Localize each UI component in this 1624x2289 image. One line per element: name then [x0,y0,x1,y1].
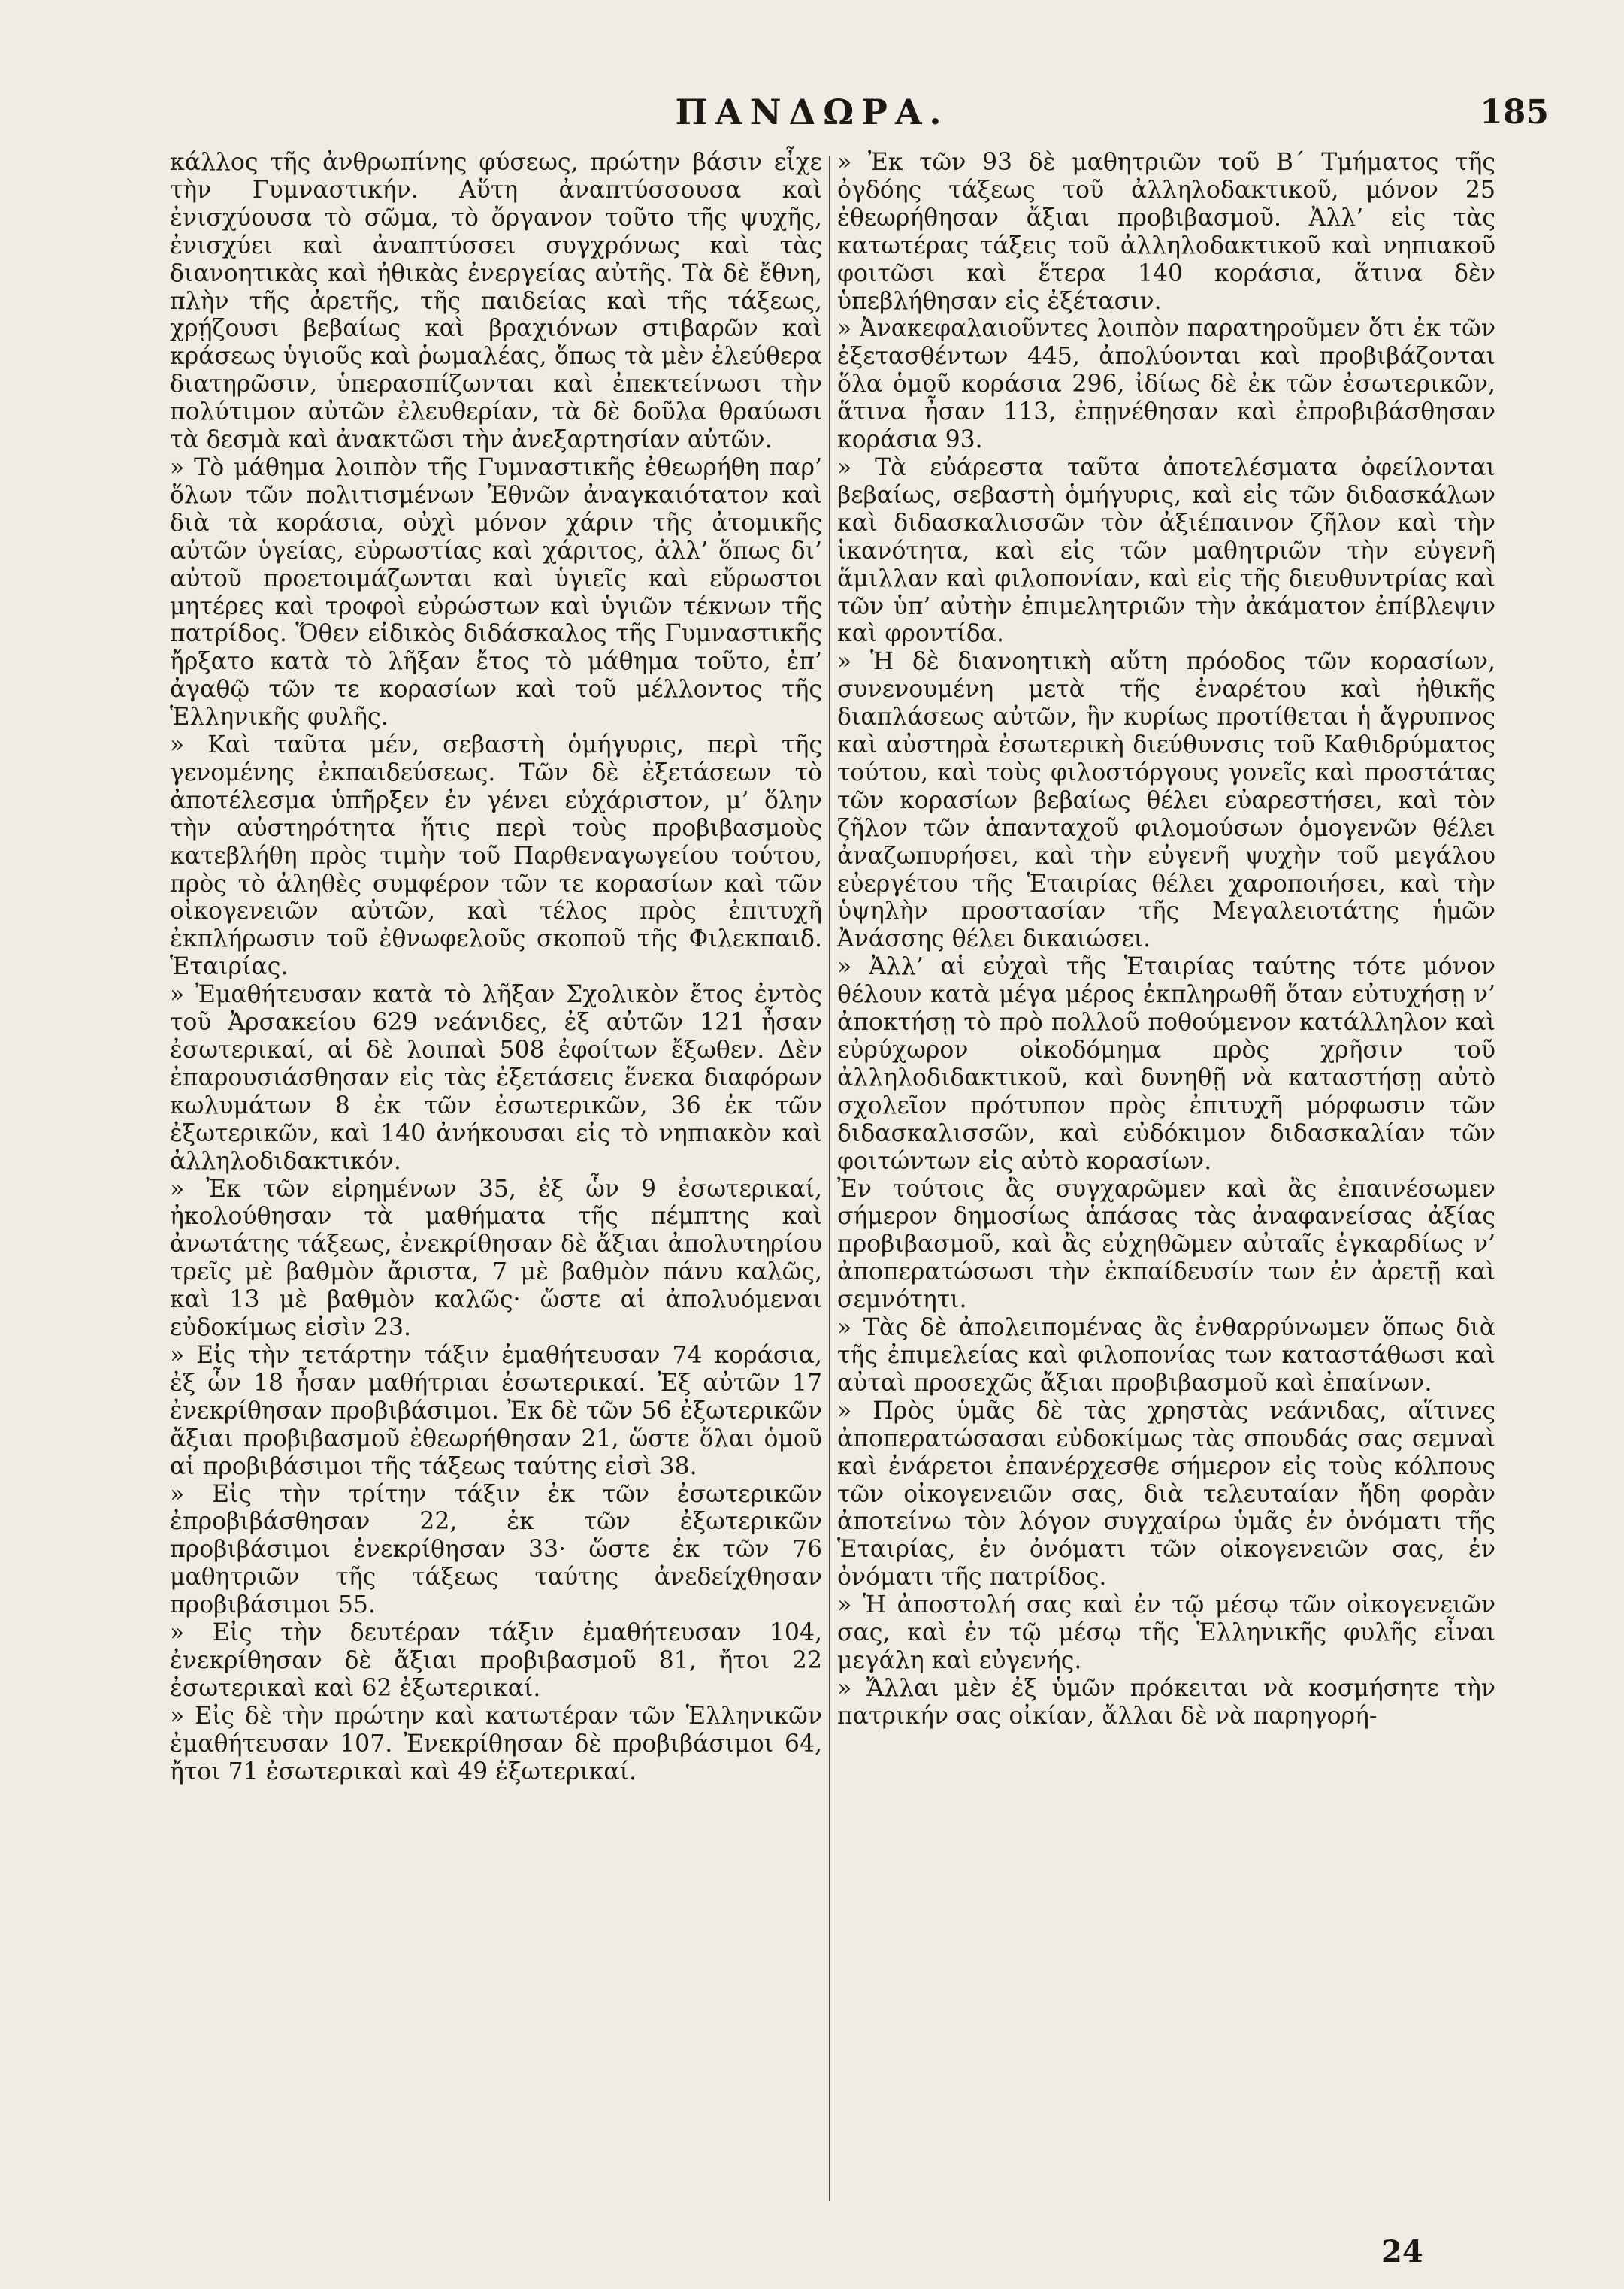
paragraph: Ἐν τούτοις ἂς συγχαρῶμεν καὶ ἂς ἐπαινέσωμεν σήμερον δημοσίως ἁπάσας τὰς ἀναφανείσας ἀξίας προβιβασμοῦ, καὶ ἂς εὐχηθῶμεν αὐταῖς ἐγκαρδίως ν’ ἀποπερατώσωσι τὴν ἐκπαίδευσίν των ἐν ἀρετῇ καὶ σεμνότητι. [837,1175,1495,1314]
paragraph: » Ἐμαθήτευσαν κατὰ τὸ λῆξαν Σχολικὸν ἔτος ἐντὸς τοῦ Ἀρσακείου 629 νεάνιδες, ἐξ αὐτῶν 121 ἦσαν ἐσωτερικαί, αἱ δὲ λοιπαὶ 508 ἐφοίτων ἔξωθεν. Δὲν ἐπαρουσιάσθησαν εἰς τὰς ἐξετάσεις ἕνεκα διαφόρων κωλυμάτων 8 ἐκ τῶν ἐσωτερικῶν, 36 ἐκ τῶν ἐξωτερικῶν, καὶ 140 ἀνήκουσαι εἰς τὸ νηπιακὸν καὶ ἀλληλοδιδακτικόν. [170,981,822,1175]
paragraph: » Ἀλλ’ αἱ εὐχαὶ τῆς Ἑταιρίας ταύτης τότε μόνον θέλουν κατὰ μέγα μέρος ἐκπληρωθῆ ὅταν εὐτυχήσῃ ν’ ἀποκτήσῃ τὸ πρὸ πολλοῦ ποθούμενον κατάλληλον καὶ εὐρύχωρον οἰκοδόμημα πρὸς χρῆσιν τοῦ ἀλληλοδιδακτικοῦ, καὶ δυνηθῇ νὰ καταστήσῃ αὐτὸ σχολεῖον πρότυπον πρὸς ἐπιτυχῆ μόρφωσιν τῶν διδασκαλισσῶν, καὶ εὐδόκιμον διδασκαλίαν τῶν φοιτώντων εἰς αὐτὸ κορασίων. [837,953,1495,1175]
paragraph: » Εἰς τὴν δευτέραν τάξιν ἐμαθήτευσαν 104, ἐνεκρίθησαν δὲ ἄξιαι προβιβασμοῦ 81, ἤτοι 22 ἐσωτερικαὶ καὶ 62 ἐξωτερικαί. [170,1619,822,1702]
paragraph: » Τὸ μάθημα λοιπὸν τῆς Γυμναστικῆς ἐθεωρήθη παρ’ ὅλων τῶν πολιτισμένων Ἐθνῶν ἀναγκαιότατον καὶ διὰ τὰ κοράσια, οὐχὶ μόνον χάριν τῆς ἀτομικῆς αὐτῶν ὑγείας, εὐρωστίας καὶ χάριτος, ἀλλ’ ὅπως δι’ αὐτοῦ προετοιμάζωνται καὶ ὑγιεῖς καὶ εὔρωστοι μητέρες καὶ τροφοὶ εὐρώστων καὶ ὑγιῶν τέκνων τῆς πατρίδος. Ὅθεν εἰδικὸς διδάσκαλος τῆς Γυμναστικῆς ἤρξατο κατὰ τὸ λῆξαν ἔτος τὸ μάθημα τοῦτο, ἐπ’ ἀγαθῷ τῶν τε κορασίων καὶ τοῦ μέλλοντος τῆς Ἑλληνικῆς φυλῆς. [170,453,822,731]
paragraph: » Ἡ δὲ διανοητικὴ αὕτη πρόοδος τῶν κορασίων, συνενουμένη μετὰ τῆς ἐναρέτου καὶ ἠθικῆς διαπλάσεως αὐτῶν, ἣν κυρίως προτίθεται ἡ ἄγρυπνος καὶ αὐστηρὰ ἐσωτερικὴ διεύθυνσις τοῦ Καθιδρύματος τούτου, καὶ τοὺς φιλοστόργους γονεῖς καὶ προστάτας τῶν κορασίων βεβαίως θέλει εὐαρεστήσει, καὶ τὸν ζῆλον τῶν ἁπανταχοῦ φιλομούσων ὁμογενῶν θέλει ἀναζωπυρήσει, καὶ τὴν εὐγενῆ ψυχὴν τοῦ μεγάλου εὐεργέτου τῆς Ἑταιρίας θέλει χαροποιήσει, καὶ τὴν ὑψηλὴν προστασίαν τῆς Μεγαλειοτάτης ἡμῶν Ἀνάσσης θέλει δικαιώσει. [837,648,1495,953]
paragraph: » Ἐκ τῶν 93 δὲ μαθητριῶν τοῦ Β΄ Τμήματος τῆς ὀγδόης τάξεως τοῦ ἀλληλοδακτικοῦ, μόνον 25 ἐθεωρήθησαν ἄξιαι προβιβασμοῦ. Ἀλλ’ εἰς τὰς κατωτέρας τάξεις τοῦ ἀλληλοδακτικοῦ καὶ νηπιακοῦ φοιτῶσι καὶ ἕτερα 140 κοράσια, ἅτινα δὲν ὑπεβλήθησαν εἰς ἐξέτασιν. [837,149,1495,315]
signature-mark: 24 [1381,2234,1423,2269]
left-column [170,149,822,1785]
paragraph: » Τὰ εὐάρεστα ταῦτα ἀποτελέσματα ὀφείλονται βεβαίως, σεβαστὴ ὁμήγυρις, καὶ εἰς τῶν διδασκάλων καὶ διδασκαλισσῶν τὸν ἀξιέπαινον ζῆλον καὶ τὴν ἱκανότητα, καὶ εἰς τῶν μαθητριῶν τὴν εὐγενῆ ἅμιλλαν καὶ φιλοπονίαν, καὶ εἰς τῆς διευθυντρίας καὶ τῶν ὑπ’ αὐτὴν ἐπιμελητριῶν τὴν ἀκάματον ἐπίβλεψιν καὶ φροντίδα. [837,453,1495,648]
paragraph: » Πρὸς ὑμᾶς δὲ τὰς χρηστὰς νεάνιδας, αἵτινες ἀποπερατώσασαι εὐδοκίμως τὰς σπουδάς σας σεμναὶ καὶ ἐνάρετοι ἐπανέρχεσθε σήμερον εἰς τοὺς κόλπους τῶν οἰκογενειῶν σας, διὰ τελευταίαν ἤδη φορὰν ἀποτείνω τὸν λόγον συγχαίρω ὑμᾶς ἐν ὀνόματι τῆς Ἑταιρίας, ἐν ὀνόματι τῶν οἰκογενειῶν σας, ἐν ὀνόματι τῆς πατρίδος. [837,1397,1495,1591]
paragraph: » Ἄλλαι μὲν ἐξ ὑμῶν πρόκειται νὰ κοσμήσητε τὴν πατρικήν σας οἰκίαν, ἄλλαι δὲ νὰ παρηγορή- [837,1674,1495,1730]
paragraph: » Εἰς τὴν τετάρτην τάξιν ἐμαθήτευσαν 74 κοράσια, ἐξ ὧν 18 ἦσαν μαθήτριαι ἐσωτερικαί. Ἐξ αὐτῶν 17 ἐνεκρίθησαν προβιβάσιμοι. Ἐκ δὲ τῶν 56 ἐξωτερικῶν ἄξιαι προβιβασμοῦ ἐθεωρήθησαν 21, ὥστε ὅλαι ὁμοῦ αἱ προβιβάσιμοι τῆς τάξεως ταύτης εἰσὶ 38. [170,1341,822,1480]
paragraph: » Τὰς δὲ ἀπολειπομένας ἂς ἐνθαρρύνωμεν ὅπως διὰ τῆς ἐπιμελείας καὶ φιλοπονίας των καταστάθωσι καὶ αὐταὶ προσεχῶς ἄξιαι προβιβασμοῦ καὶ ἐπαίνων. [837,1314,1495,1397]
paragraph: » Ἐκ τῶν εἰρημένων 35, ἐξ ὧν 9 ἐσωτερικαί, ἠκολούθησαν τὰ μαθήματα τῆς πέμπτης καὶ ἀνωτάτης τάξεως, ἐνεκρίθησαν δὲ ἄξιαι ἀπολυτηρίου τρεῖς μὲ βαθμὸν ἄριστα, 7 μὲ βαθμὸν πάνυ καλῶς, καὶ 13 μὲ βαθμὸν καλῶς· ὥστε αἱ ἀπολυόμεναι εὐδοκίμως εἰσὶν 23. [170,1175,822,1342]
paragraph: » Εἰς δὲ τὴν πρώτην καὶ κατωτέραν τῶν Ἑλληνικῶν ἐμαθήτευσαν 107. Ἐνεκρίθησαν δὲ προβιβάσιμοι 64, ἤτοι 71 ἐσωτερικαὶ καὶ 49 ἐξωτερικαί. [170,1702,822,1785]
paragraph: » Καὶ ταῦτα μέν, σεβαστὴ ὁμήγυρις, περὶ τῆς γενομένης ἐκπαιδεύσεως. Τῶν δὲ ἐξετάσεων τὸ ἀποτέλεσμα ὑπῆρξεν ἐν γένει εὐχάριστον, μ’ ὅλην τὴν αὐστηρότητα ἥτις περὶ τοὺς προβιβασμοὺς κατεβλήθη πρὸς τιμὴν τοῦ Παρθεναγωγείου τούτου, πρὸς τὸ ἀληθὲς συμφέρον τῶν τε κορασίων καὶ τῶν οἰκογενειῶν αὐτῶν, καὶ τέλος πρὸς ἐπιτυχῆ ἐκπλήρωσιν τοῦ ἐθνωφελοῦς σκοποῦ τῆς Φιλεκπαιδ. Ἑταιρίας. [170,731,822,981]
right-column [837,149,1495,1730]
paragraph: » Ἀνακεφαλαιοῦντες λοιπὸν παρατηροῦμεν ὅτι ἐκ τῶν ἐξετασθέντων 445, ἀπολύονται καὶ προβιβάζονται ὅλα ὁμοῦ κοράσια 296, ἰδίως δὲ ἐκ τῶν ἐσωτερικῶν, ἅτινα ἦσαν 113, ἐπῃνέθησαν καὶ ἐπροβιβάσθησαν κοράσια 93. [837,315,1495,454]
paragraph: » Εἰς τὴν τρίτην τάξιν ἐκ τῶν ἐσωτερικῶν ἐπροβιβάσθησαν 22, ἐκ τῶν ἐξωτερικῶν προβιβάσιμοι ἐνεκρίθησαν 33· ὥστε ἐκ τῶν 76 μαθητριῶν τῆς τάξεως ταύτης ἀνεδείχθησαν προβιβάσιμοι 55. [170,1480,822,1619]
paragraph: » Ἡ ἀποστολή σας καὶ ἐν τῷ μέσῳ τῶν οἰκογενειῶν σας, καὶ ἐν τῷ μέσῳ τῆς Ἑλληνικῆς φυλῆς εἶναι μεγάλη καὶ εὐγενής. [837,1591,1495,1674]
page-number: 185 [1480,93,1549,132]
paragraph: κάλλος τῆς ἀνθρωπίνης φύσεως, πρώτην βάσιν εἶχε τὴν Γυμναστικήν. Αὕτη ἀναπτύσσουσα καὶ ἐνισχύουσα τὸ σῶμα, τὸ ὄργανον τοῦτο τῆς ψυχῆς, ἐνισχύει καὶ ἀναπτύσσει συγχρόνως καὶ τὰς διανοητικὰς καὶ ἠθικὰς ἐνεργείας αὐτῆς. Τὰ δὲ ἔθνη, πλὴν τῆς ἀρετῆς, τῆς παιδείας καὶ τῆς τάξεως, χρῄζουσι βεβαίως καὶ βραχιόνων στιβαρῶν καὶ κράσεως ὑγιοῦς καὶ ῥωμαλέας, ὅπως τὰ μὲν ἐλεύθερα διατηρῶσιν, ὑπερασπίζωνται καὶ ἐπεκτείνωσι τὴν πολύτιμον αὐτῶν ἐλευθερίαν, τὰ δὲ δοῦλα θραύωσι τὰ δεσμὰ καὶ ἀνακτῶσι τὴν ἀνεξαρτησίαν αὐτῶν. [170,149,822,454]
running-head-title: ΠΑΝΔΩΡΑ. [675,92,949,132]
column-divider [829,156,830,2201]
